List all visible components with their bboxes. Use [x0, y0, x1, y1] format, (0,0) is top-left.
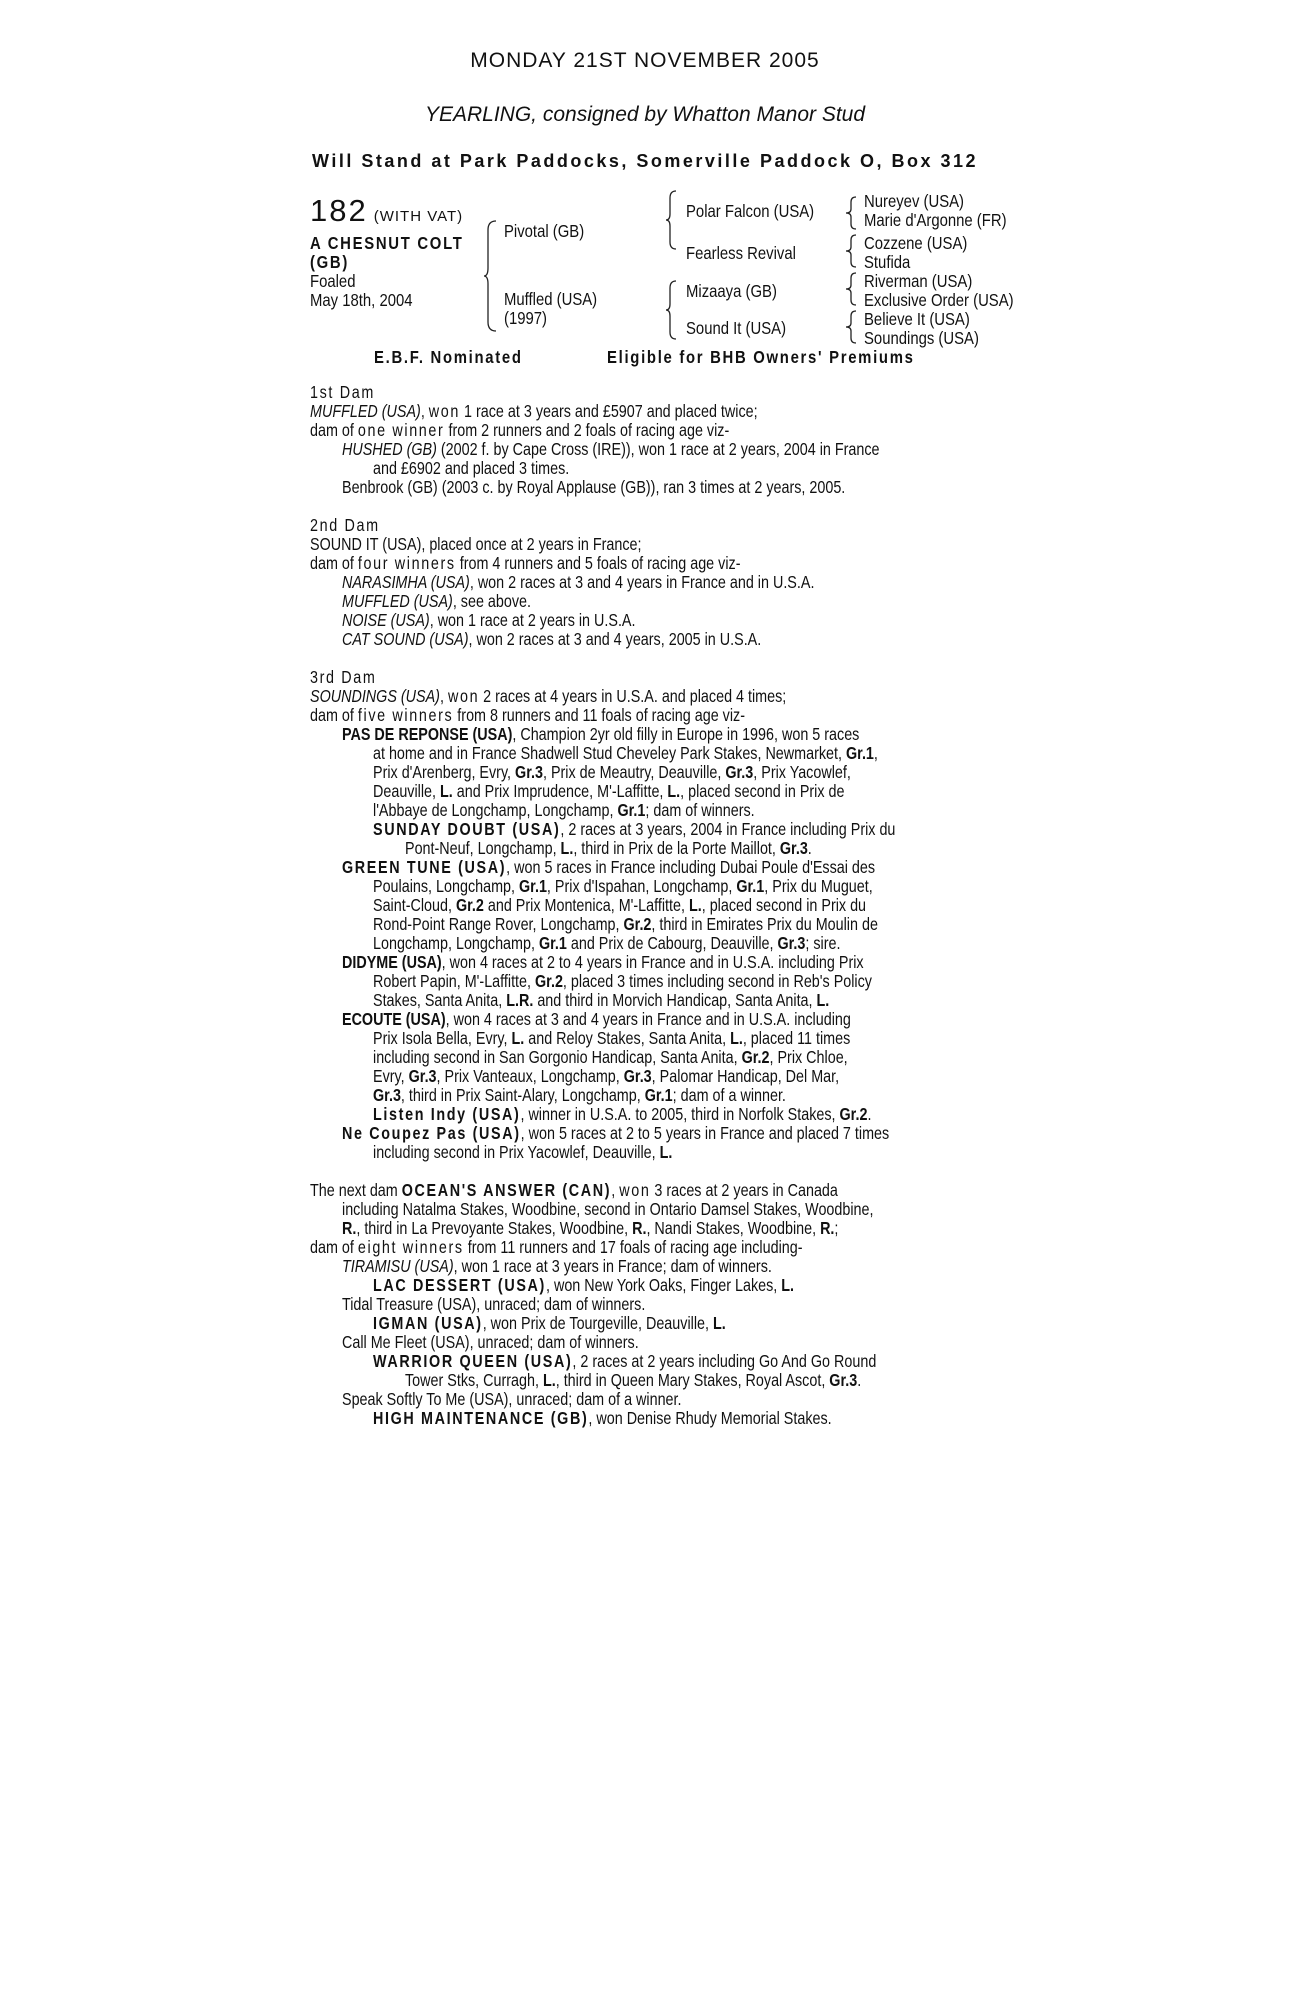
consignment-line: YEARLING, consigned by Whatton Manor Stud: [424, 103, 866, 126]
text-line: [405, 1371, 861, 1390]
text-segment: ,: [611, 1180, 620, 1200]
text-segment: L.: [542, 1370, 556, 1390]
ebf-nominated: E.B.F. Nominated: [374, 347, 523, 367]
text-segment: , third in Emirates Prix du Moulin de: [651, 914, 878, 934]
text-segment: Poulains, Longchamp,: [373, 876, 519, 896]
text-segment: five winners: [357, 705, 454, 725]
text-segment: R.: [632, 1218, 647, 1238]
text-segment: , Nandi Stakes, Woodbine,: [646, 1218, 821, 1238]
foaled-label: Foaled: [310, 271, 356, 291]
text-line: [373, 1352, 876, 1371]
text-segment: dam of: [310, 420, 358, 440]
text-segment: Gr.1: [845, 743, 874, 763]
text-segment: , Prix Chloe,: [769, 1047, 848, 1067]
text-segment: DIDYME (USA): [342, 952, 442, 972]
text-line: [373, 1409, 832, 1428]
text-line: [310, 706, 745, 725]
text-segment: TIRAMISU (USA): [342, 1256, 454, 1276]
text-segment: Stakes, Santa Anita,: [373, 990, 507, 1010]
text-segment: won: [447, 686, 480, 706]
text-segment: , Prix Yacowlef,: [753, 762, 851, 782]
text-segment: , won Denise Rhudy Memorial Stakes.: [588, 1408, 832, 1428]
text-line: [310, 402, 758, 421]
text-line: [373, 782, 845, 801]
text-segment: , won 2 races at 3 and 4 years, 2005 in U.S.A.: [468, 629, 762, 649]
text-segment: (2002 f. by Cape Cross (IRE)), won 1 race at 2 years, 2004 in France: [436, 439, 880, 459]
text-line: [310, 535, 642, 554]
text-segment: Speak Softly To Me (USA), unraced; dam of a winner.: [342, 1389, 682, 1409]
text-segment: , won 5 races in France including Dubai Poule d'Essai des: [506, 857, 876, 877]
text-segment: ; sire.: [805, 933, 841, 953]
text-line: [342, 1257, 772, 1276]
text-line: [342, 1200, 874, 1219]
text-segment: Gr.2: [535, 971, 563, 991]
text-segment: R.: [820, 1218, 835, 1238]
text-segment: , Champion 2yr old filly in Europe in 1996, won 5 races: [512, 724, 860, 744]
text-segment: and £6902 and placed 3 times.: [373, 458, 570, 478]
text-segment: , Prix du Muguet,: [764, 876, 873, 896]
pedigree-brace-dam: [666, 280, 682, 340]
text-segment: R.: [342, 1218, 357, 1238]
text-segment: HIGH MAINTENANCE (GB): [373, 1408, 589, 1428]
text-line: [342, 1010, 851, 1029]
pedigree-dam: Muffled (USA): [504, 289, 598, 309]
text-line: [342, 630, 761, 649]
text-segment: , Palomar Handicap, Del Mar,: [651, 1066, 840, 1086]
text-segment: .: [867, 1104, 872, 1124]
text-segment: Gr.3: [725, 762, 754, 782]
text-segment: won: [619, 1180, 651, 1200]
text-segment: Ne Coupez Pas (USA): [342, 1123, 521, 1143]
pedigree-sire-dam: Fearless Revival: [686, 243, 796, 263]
text-segment: Gr.1: [736, 876, 765, 896]
text-line: [373, 1029, 850, 1048]
text-segment: L.: [781, 1275, 795, 1295]
pedigree-sss: Nureyev (USA): [864, 191, 965, 211]
text-segment: , Prix d'Ispahan, Longchamp,: [546, 876, 737, 896]
text-line: [373, 934, 840, 953]
text-segment: Saint-Cloud,: [373, 895, 456, 915]
text-segment: won: [428, 401, 461, 421]
pedigree-sire-sire: Polar Falcon (USA): [686, 201, 815, 221]
text-segment: Gr.2: [741, 1047, 770, 1067]
pedigree-dam-year: (1997): [504, 308, 548, 328]
text-segment: 1st Dam: [310, 382, 375, 402]
pedigree-dam-sire: Mizaaya (GB): [686, 281, 777, 301]
text-segment: Gr.3: [515, 762, 543, 782]
text-line: [373, 1143, 672, 1162]
text-segment: at home and in France Shadwell Stud Cheveley Park Stakes, Newmarket,: [373, 743, 846, 763]
text-line: [373, 1067, 839, 1086]
text-segment: ECOUTE (USA): [342, 1009, 446, 1029]
text-segment: 3 races at 2 years in Canada: [650, 1180, 838, 1200]
pedigree-sds: Cozzene (USA): [864, 233, 968, 253]
text-line: [373, 459, 569, 478]
text-segment: Gr.1: [644, 1085, 673, 1105]
text-segment: 3rd Dam: [310, 667, 377, 687]
lot-number-block: [310, 193, 463, 229]
text-segment: , won 5 races at 2 to 5 years in France and placed 7 times: [520, 1123, 890, 1143]
text-line: [310, 687, 786, 706]
text-segment: , third in Prix Saint-Alary, Longchamp,: [400, 1085, 645, 1105]
text-segment: , won 1 race at 3 years in France; dam of winners.: [453, 1256, 772, 1276]
text-segment: , won 1 race at 2 years in U.S.A.: [429, 610, 636, 630]
bhb-eligibility: Eligible for BHB Owners' Premiums: [607, 347, 915, 367]
text-segment: L.: [688, 895, 702, 915]
text-segment: l'Abbaye de Longchamp, Longchamp,: [373, 800, 618, 820]
text-segment: L.R.: [506, 990, 534, 1010]
text-segment: Gr.3: [373, 1085, 401, 1105]
text-line: [342, 573, 814, 592]
text-segment: , 2 races at 2 years including Go And Go Round: [572, 1351, 877, 1371]
pedigree-dss: Riverman (USA): [864, 271, 973, 291]
text-line: [373, 820, 895, 839]
text-segment: from 4 runners and 5 foals of racing age viz-: [455, 553, 741, 573]
lot-number: 182: [310, 193, 368, 228]
text-segment: , won 4 races at 3 and 4 years in France and in U.S.A. including: [445, 1009, 851, 1029]
pedigree-brace-sire: [666, 190, 682, 250]
text-line: [310, 554, 740, 573]
text-line: [373, 915, 878, 934]
pedigree-dsd: Exclusive Order (USA): [864, 290, 1014, 310]
pedigree-ddd: Soundings (USA): [864, 328, 979, 348]
text-segment: .: [807, 838, 812, 858]
text-segment: L.: [667, 781, 681, 801]
text-segment: L.: [816, 990, 830, 1010]
text-line: [373, 801, 755, 820]
text-segment: NARASIMHA (USA): [342, 572, 470, 592]
text-segment: Gr.3: [779, 838, 808, 858]
text-segment: Gr.1: [538, 933, 567, 953]
text-segment: , see above.: [452, 591, 532, 611]
text-segment: 1 race at 3 years and £5907 and placed twice;: [460, 401, 758, 421]
text-segment: WARRIOR QUEEN (USA): [373, 1351, 573, 1371]
text-segment: NOISE (USA): [342, 610, 430, 630]
text-segment: , won 2 races at 3 and 4 years in France and in U.S.A.: [469, 572, 815, 592]
text-segment: Gr.3: [777, 933, 806, 953]
text-segment: SOUNDINGS (USA): [310, 686, 440, 706]
text-segment: Evry,: [373, 1066, 409, 1086]
text-segment: L.: [712, 1313, 726, 1333]
text-segment: dam of: [310, 1237, 358, 1257]
text-line: [342, 1390, 682, 1409]
text-segment: L.: [659, 1142, 673, 1162]
text-segment: from 2 runners and 2 foals of racing age viz-: [444, 420, 730, 440]
text-segment: one winner: [357, 420, 445, 440]
text-segment: , won Prix de Tourgeville, Deauville,: [482, 1313, 713, 1333]
text-segment: Gr.1: [518, 876, 547, 896]
text-line: [342, 592, 531, 611]
text-segment: SUNDAY DOUBT (USA): [373, 819, 561, 839]
text-segment: ,: [439, 686, 448, 706]
text-segment: Pont-Neuf, Longchamp,: [405, 838, 561, 858]
text-segment: Gr.2: [455, 895, 484, 915]
text-segment: Gr.1: [617, 800, 646, 820]
text-line: [342, 1333, 639, 1352]
text-line: [342, 440, 880, 459]
text-segment: Gr.3: [408, 1066, 437, 1086]
text-segment: and Prix de Cabourg, Deauville,: [566, 933, 778, 953]
text-segment: eight winners: [357, 1237, 464, 1257]
text-segment: GREEN TUNE (USA): [342, 857, 507, 877]
text-segment: ; dam of winners.: [645, 800, 755, 820]
text-line: [373, 1105, 871, 1124]
text-line: [373, 1086, 786, 1105]
text-segment: ; dam of a winner.: [672, 1085, 786, 1105]
text-segment: and Reloy Stakes, Santa Anita,: [524, 1028, 731, 1048]
text-segment: L.: [440, 781, 453, 801]
pedigree-dam-dam: Sound It (USA): [686, 318, 787, 338]
text-line: [342, 478, 845, 497]
text-segment: ,: [420, 401, 429, 421]
text-segment: Prix d'Arenberg, Evry,: [373, 762, 516, 782]
text-segment: , placed 11 times: [742, 1028, 851, 1048]
text-segment: Tower Stks, Curragh,: [405, 1370, 543, 1390]
pedigree-brace-sds: [846, 234, 860, 268]
text-segment: , placed 3 times including second in Reb's Policy: [562, 971, 872, 991]
text-line: [342, 1219, 838, 1238]
text-segment: , placed second in Prix de: [680, 781, 845, 801]
text-segment: Robert Papin, M'-Laffitte,: [373, 971, 536, 991]
text-line: [373, 896, 866, 915]
text-segment: four winners: [357, 553, 456, 573]
text-segment: from 11 runners and 17 foals of racing age including-: [463, 1237, 803, 1257]
text-segment: SOUND IT (USA), placed once at 2 years in France;: [310, 534, 642, 554]
text-segment: including second in San Gorgonio Handicap, Santa Anita,: [373, 1047, 742, 1067]
pedigree-brace-dss: [846, 272, 860, 306]
text-line: [310, 383, 375, 402]
text-line: [373, 1314, 726, 1333]
pedigree-brace-main: [484, 220, 500, 332]
text-line: [310, 668, 377, 687]
text-segment: 2 races at 4 years in U.S.A. and placed 4 times;: [479, 686, 787, 706]
text-segment: Gr.2: [623, 914, 652, 934]
text-line: [342, 953, 864, 972]
text-segment: and Prix Montenica, M'-Laffitte,: [483, 895, 689, 915]
text-segment: Prix Isola Bella, Evry,: [373, 1028, 512, 1048]
text-line: [310, 421, 729, 440]
text-segment: and third in Morvich Handicap, Santa Anita,: [533, 990, 817, 1010]
text-segment: Call Me Fleet (USA), unraced; dam of winners.: [342, 1332, 639, 1352]
text-segment: and Prix Imprudence, M'-Laffitte,: [452, 781, 668, 801]
text-segment: , won New York Oaks, Finger Lakes,: [545, 1275, 782, 1295]
text-segment: , Prix de Meautry, Deauville,: [542, 762, 726, 782]
text-segment: ,: [873, 743, 878, 763]
text-segment: , 2 races at 3 years, 2004 in France including Prix du: [560, 819, 896, 839]
text-segment: , third in Queen Mary Stakes, Royal Ascot,: [555, 1370, 830, 1390]
text-segment: including Natalma Stakes, Woodbine, second in Ontario Damsel Stakes, Woodbine,: [342, 1199, 874, 1219]
pedigree-ssd: Marie d'Argonne (FR): [864, 210, 1007, 230]
text-line: [373, 744, 878, 763]
text-line: [373, 991, 829, 1010]
foaled-date: May 18th, 2004: [310, 290, 413, 310]
text-segment: , winner in U.S.A. to 2005, third in Norfolk Stakes,: [520, 1104, 840, 1124]
text-line: [373, 1048, 848, 1067]
text-segment: MUFFLED (USA): [310, 401, 421, 421]
sale-date: MONDAY 21ST NOVEMBER 2005: [470, 49, 820, 72]
text-line: [405, 839, 812, 858]
text-line: [373, 1276, 794, 1295]
text-segment: L.: [730, 1028, 743, 1048]
text-segment: Listen Indy (USA): [373, 1104, 521, 1124]
pedigree-brace-dds: [846, 310, 860, 344]
text-segment: Gr.2: [839, 1104, 868, 1124]
text-segment: , third in La Prevoyante Stakes, Woodbine,: [356, 1218, 633, 1238]
text-segment: LAC DESSERT (USA): [373, 1275, 546, 1295]
text-segment: including second in Prix Yacowlef, Deauville,: [373, 1142, 660, 1162]
text-line: [342, 1295, 645, 1314]
text-line: [373, 877, 873, 896]
pedigree-sdd: Stufida: [864, 252, 911, 272]
vat-note: (WITH VAT): [373, 208, 464, 225]
text-segment: IGMAN (USA): [373, 1313, 483, 1333]
text-segment: Tidal Treasure (USA), unraced; dam of winners.: [342, 1294, 646, 1314]
text-segment: Gr.3: [829, 1370, 858, 1390]
text-line: [342, 858, 875, 877]
text-line: [342, 1124, 889, 1143]
text-segment: dam of: [310, 705, 358, 725]
text-segment: PAS DE REPONSE (USA): [342, 724, 513, 744]
text-segment: CAT SOUND (USA): [342, 629, 469, 649]
pedigree-dds: Believe It (USA): [864, 309, 970, 329]
lot-description: A CHESNUT COLT: [310, 233, 464, 253]
text-segment: , placed second in Prix du: [701, 895, 867, 915]
text-segment: , Prix Vanteaux, Longchamp,: [436, 1066, 624, 1086]
text-segment: 2nd Dam: [310, 515, 380, 535]
lot-description-origin: (GB): [310, 252, 350, 272]
text-segment: .: [857, 1370, 862, 1390]
text-line: [310, 516, 380, 535]
text-segment: Gr.3: [623, 1066, 652, 1086]
text-line: [342, 611, 635, 630]
text-segment: , third in Prix de la Porte Maillot,: [573, 838, 780, 858]
text-segment: Longchamp, Longchamp,: [373, 933, 539, 953]
text-segment: from 8 runners and 11 foals of racing age viz-: [453, 705, 745, 725]
text-segment: Benbrook (GB) (2003 c. by Royal Applause (GB)), ran 3 times at 2 years, 2005.: [342, 477, 846, 497]
text-segment: Deauville,: [373, 781, 441, 801]
text-segment: HUSHED (GB): [342, 439, 437, 459]
text-line: [310, 1181, 838, 1200]
text-line: [342, 725, 859, 744]
text-segment: L.: [511, 1028, 525, 1048]
text-line: [373, 972, 872, 991]
text-line: [373, 763, 851, 782]
stand-location: Will Stand at Park Paddocks, Somerville Paddock O, Box 312: [311, 151, 979, 171]
text-segment: L.: [560, 838, 574, 858]
text-segment: OCEAN'S ANSWER (CAN): [401, 1180, 612, 1200]
text-segment: dam of: [310, 553, 358, 573]
text-segment: Rond-Point Range Rover, Longchamp,: [373, 914, 624, 934]
text-line: [310, 1238, 803, 1257]
text-segment: , won 4 races at 2 to 4 years in France and in U.S.A. including Prix: [441, 952, 864, 972]
text-segment: MUFFLED (USA): [342, 591, 453, 611]
text-segment: ;: [834, 1218, 839, 1238]
text-segment: The next dam: [310, 1180, 402, 1200]
pedigree-brace-sss: [846, 196, 860, 230]
pedigree-sire: Pivotal (GB): [504, 221, 585, 241]
